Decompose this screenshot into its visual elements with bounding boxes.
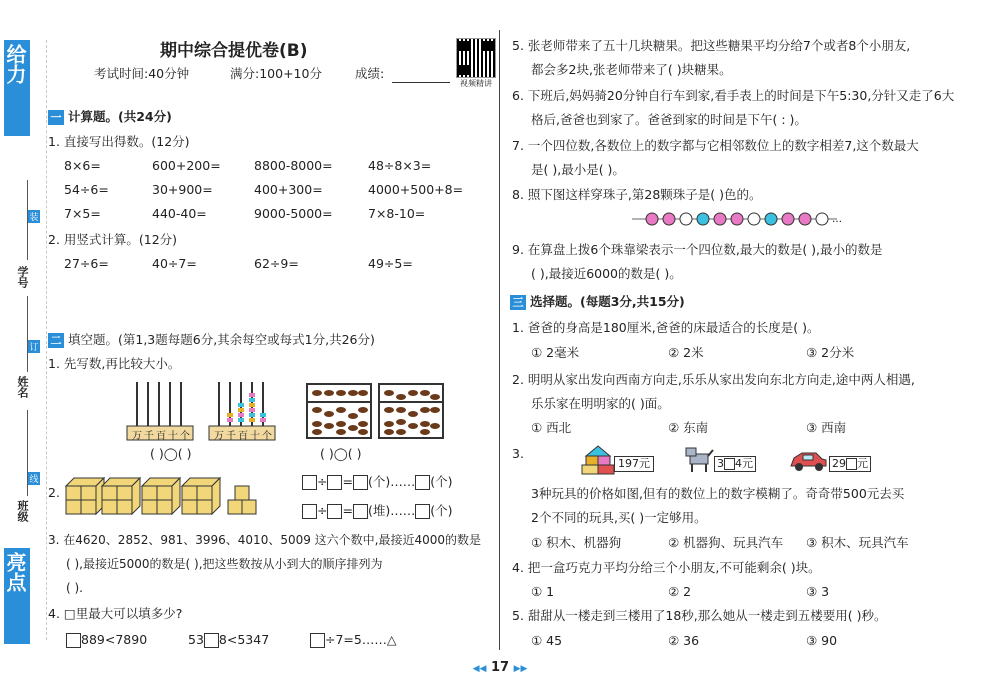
calc-item: 4000+500+8= xyxy=(368,182,464,197)
page-number-bar xyxy=(458,660,542,675)
q1-2-label: 2. 用竖式计算。(12分) xyxy=(48,232,178,247)
qr-code[interactable] xyxy=(456,38,496,78)
fill-box[interactable] xyxy=(66,633,81,648)
bead-white xyxy=(748,213,760,225)
q1-1-label: 1. 直接写出得数。(12分) xyxy=(48,134,190,149)
blur-digit xyxy=(846,458,857,470)
c1-option-3[interactable]: ③ 2分米 xyxy=(806,345,855,360)
calc-item: 7×5= xyxy=(64,206,101,221)
side-label-banji: 班级 xyxy=(16,500,29,522)
grade-blank[interactable] xyxy=(392,82,450,83)
q2-3-line3: ( ). xyxy=(66,581,83,595)
bead-cyan xyxy=(765,213,777,225)
c5-option-2[interactable]: ② 36 xyxy=(668,633,700,648)
price-tag-3 xyxy=(829,456,871,472)
q9-line1: 9. 在算盘上拨6个珠靠梁表示一个四位数,最大的数是( ),最小的数是 xyxy=(512,242,883,257)
section-3-header xyxy=(510,292,685,310)
section-3-title: 选择题。(每题3分,共15分) xyxy=(530,294,685,309)
abacus-label-2: 万千百十个 xyxy=(214,431,274,442)
c1-question: 1. 爸爸的身高是180厘米,爸爸的床最适合的长度是( )。 xyxy=(512,320,820,335)
robot-dog-icon xyxy=(684,444,714,474)
unit-text: (堆)…… xyxy=(367,503,416,518)
abacus-label-1: 万千百十个 xyxy=(132,431,192,442)
q2-4-a-text: 889<7890 xyxy=(81,632,148,647)
q8-line1: 8. 照下图这样穿珠子,第28颗珠子是( )色的。 xyxy=(512,187,762,202)
price-tag-2 xyxy=(714,456,756,472)
cube-group-2 xyxy=(102,478,140,514)
calc-item: 400+300= xyxy=(254,182,323,197)
full-score: 满分:100+10分 xyxy=(230,66,322,81)
blur-digit xyxy=(724,458,735,470)
price-2-digit-b: 4元 xyxy=(735,457,753,470)
q7-line1: 7. 一个四位数,各数位上的数字都与它相邻数位上的数字相差7,这个数最大 xyxy=(512,138,919,153)
bead-pink xyxy=(782,213,794,225)
c1-option-2[interactable]: ② 2米 xyxy=(668,345,704,360)
vertical-calc-item: 27÷6= xyxy=(64,256,109,271)
division-equation-2: ÷ = (堆)…… (个) xyxy=(302,503,453,519)
fill-box[interactable] xyxy=(204,633,219,648)
side-fill-line-2 xyxy=(27,296,28,372)
exam-time: 考试时间:40分钟 xyxy=(94,66,190,81)
q2-4-c-text: ÷7=5……△ xyxy=(325,632,397,647)
binding-line xyxy=(46,40,47,640)
answer-box[interactable] xyxy=(327,475,342,490)
c4-option-3[interactable]: ③ 3 xyxy=(806,584,830,599)
answer-box[interactable] xyxy=(353,475,368,490)
answer-box[interactable] xyxy=(302,504,317,519)
toy-car-icon xyxy=(788,448,828,474)
price-tag-1: 197元 xyxy=(614,456,654,472)
c5-question: 5. 甜甜从一楼走到三楼用了18秒,那么她从一楼走到五楼要用( )秒。 xyxy=(512,608,887,623)
calc-item: 600+200= xyxy=(152,158,221,173)
side-tag-1: 装 xyxy=(28,210,40,223)
q6-line1: 6. 下班后,妈妈骑20分钟自行车到家,看手表上的时间是下午5:30,分针又走了6大 xyxy=(512,88,955,103)
side-tag-3: 线 xyxy=(28,472,40,485)
section-2-badge: 二 xyxy=(48,333,64,348)
compare-blank-2[interactable]: ( )◯( ) xyxy=(320,446,362,461)
page-number: 17 xyxy=(490,660,510,675)
q2-2-number: 2. xyxy=(48,485,60,500)
answer-box[interactable] xyxy=(327,504,342,519)
unit-text: (个) xyxy=(430,474,453,489)
toy-blocks-icon xyxy=(580,444,616,476)
cube-group-4 xyxy=(182,478,220,514)
q6-line2: 格后,爸爸也到家了。爸爸到家的时间是下午( : )。 xyxy=(531,112,807,127)
price-3-digit-a: 29 xyxy=(832,457,846,470)
vertical-calc-item: 49÷5= xyxy=(368,256,413,271)
bead-pink xyxy=(663,213,675,225)
q2-4-b-text2: 8<5347 xyxy=(218,632,270,647)
q9-line2: ( ),最接近6000的数是( )。 xyxy=(531,266,682,281)
answer-box[interactable] xyxy=(302,475,317,490)
c1-option-1[interactable]: ① 2毫米 xyxy=(531,345,580,360)
next-arrow-icon[interactable]: ▶▶ xyxy=(513,664,528,674)
q7-line2: 是( ),最小是( )。 xyxy=(531,162,625,177)
side-tag-2: 订 xyxy=(28,340,40,353)
q2-4-label: 4. □里最大可以填多少? xyxy=(48,606,183,621)
c4-option-2[interactable]: ② 2 xyxy=(668,584,692,599)
center-divider xyxy=(499,30,500,650)
c4-question: 4. 把一盒巧克力平均分给三个小朋友,不可能剩余( )块。 xyxy=(512,560,821,575)
q5-line2: 都会多2块,张老师带来了( )块糖果。 xyxy=(531,62,732,77)
q2-1-label: 1. 先写数,再比较大小。 xyxy=(48,356,181,371)
c2-option-2[interactable]: ② 东南 xyxy=(668,420,709,435)
cube-group-3 xyxy=(142,478,180,514)
answer-box[interactable] xyxy=(353,504,368,519)
cube-groups-illustration xyxy=(64,474,284,518)
calc-item: 48÷8×3= xyxy=(368,158,432,173)
bead-pink xyxy=(799,213,811,225)
c3-question-line1: 3种玩具的价格如图,但有的数位上的数字模糊了。奇奇带500元去买 xyxy=(531,486,905,501)
fill-box[interactable] xyxy=(310,633,325,648)
brand-text-bottom: 亮点 xyxy=(3,552,27,592)
compare-blank-1[interactable]: ( )◯( ) xyxy=(150,446,192,461)
calc-item: 30+900= xyxy=(152,182,213,197)
prev-arrow-icon[interactable]: ◀◀ xyxy=(472,664,487,674)
answer-box[interactable] xyxy=(415,475,430,490)
price-3-digit-b: 元 xyxy=(857,457,868,470)
q2-4-a xyxy=(66,632,147,648)
bead-pink xyxy=(731,213,743,225)
bead-ellipsis: … xyxy=(832,214,842,225)
section-1-header xyxy=(48,107,172,125)
q2-3-line2: ( ),最接近5000的数是( ),把这些数按从小到大的顺序排列为 xyxy=(66,557,383,571)
q2-4-c xyxy=(310,632,396,648)
page-title: 期中综合提优卷(B) xyxy=(160,41,308,61)
brand-text-top: 给力 xyxy=(3,44,27,84)
vertical-calc-item: 40÷7= xyxy=(152,256,197,271)
cube-small xyxy=(228,486,256,514)
c2-question-line1: 2. 明明从家出发向西南方向走,乐乐从家出发向东北方向走,途中两人相遇, xyxy=(512,372,915,387)
cube-group-1 xyxy=(66,478,104,514)
unit-text: (个) xyxy=(430,503,453,518)
section-2-title: 填空题。(第1,3题每题6分,其余每空或每式1分,共26分) xyxy=(68,332,375,347)
c3-option-3[interactable]: ③ 积木、玩具汽车 xyxy=(806,535,909,550)
abacus-4 xyxy=(379,384,443,438)
c2-question-line2: 乐乐家在明明家的( )面。 xyxy=(531,396,670,411)
answer-box[interactable] xyxy=(415,504,430,519)
q5-line1: 5. 张老师带来了五十几块糖果。把这些糖果平均分给7个或者8个小朋友, xyxy=(512,38,911,53)
c5-option-1[interactable]: ① 45 xyxy=(531,633,563,648)
q2-4-b xyxy=(188,632,269,648)
division-equation-1: ÷ = (个)…… (个) xyxy=(302,474,453,490)
grade-label: 成绩: xyxy=(355,66,385,81)
section-1-badge: 一 xyxy=(48,110,64,125)
calc-item: 8×6= xyxy=(64,158,101,173)
c3-option-1[interactable]: ① 积木、机器狗 xyxy=(531,535,622,550)
c3-question-line2: 2个不同的玩具,买( )一定够用。 xyxy=(531,510,707,525)
c3-option-2[interactable]: ② 机器狗、玩具汽车 xyxy=(668,535,784,550)
bead-cyan xyxy=(697,213,709,225)
c3-number: 3. xyxy=(512,446,524,461)
c2-option-1[interactable]: ① 西北 xyxy=(531,420,572,435)
calc-item: 7×8-10= xyxy=(368,206,426,221)
calc-item: 440-40= xyxy=(152,206,207,221)
calc-item: 54÷6= xyxy=(64,182,109,197)
q2-4-b-text1: 53 xyxy=(188,632,204,647)
calc-item: 9000-5000= xyxy=(254,206,333,221)
unit-text: (个)…… xyxy=(367,474,416,489)
qr-caption: 视频精讲 xyxy=(460,79,492,88)
bead-string xyxy=(632,208,852,230)
section-2-header xyxy=(48,330,375,348)
vertical-calc-item: 62÷9= xyxy=(254,256,299,271)
bead-pink xyxy=(714,213,726,225)
abacus-3 xyxy=(307,384,371,438)
price-2-digit-a: 3 xyxy=(717,457,724,470)
bead-pink xyxy=(646,213,658,225)
c5-option-3[interactable]: ③ 90 xyxy=(806,633,838,648)
c4-option-1[interactable]: ① 1 xyxy=(531,584,555,599)
bead-white xyxy=(680,213,692,225)
side-label-xuehao: 学号 xyxy=(16,266,29,288)
side-label-xingming: 姓名 xyxy=(16,376,29,398)
q2-3-line1: 3. 在4620、2852、981、3996、4010、5009 这六个数中,最接近4000的数是 xyxy=(48,533,482,547)
section-1-title: 计算题。(共24分) xyxy=(68,109,172,124)
section-3-badge: 三 xyxy=(510,295,526,310)
bead-white xyxy=(816,213,828,225)
calc-item: 8800-8000= xyxy=(254,158,333,173)
c2-option-3[interactable]: ③ 西南 xyxy=(806,420,847,435)
